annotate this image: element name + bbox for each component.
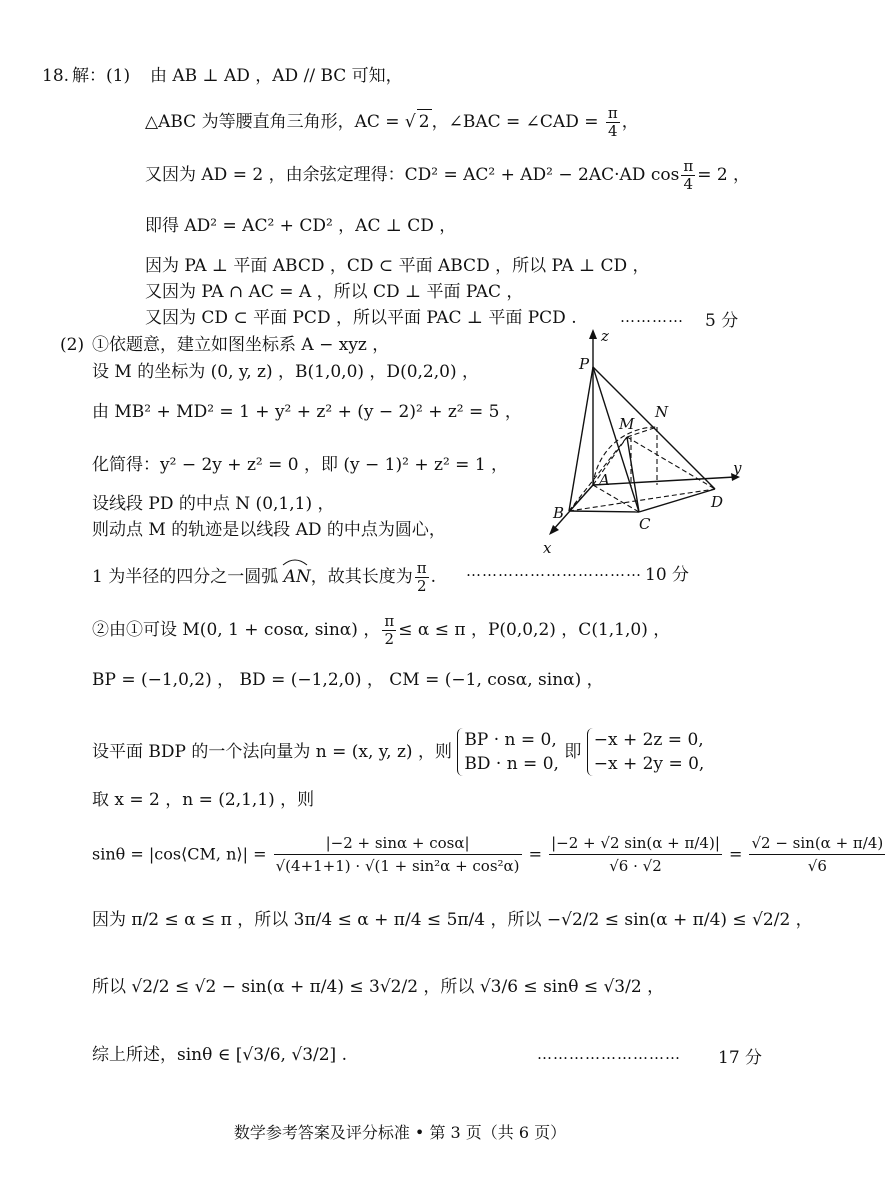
- p1-line3: 又因为 AD = 2 ，由余弦定理得：CD² = AC² + AD² − 2AC·AD cos $\frac{\pi}{4}$ = 2 ，: [145, 157, 751, 193]
- label-B: B: [553, 504, 565, 522]
- edge-PC: [593, 367, 639, 512]
- p1-line4: 即得 AD² = AC² + CD² ，AC ⊥ CD ，: [145, 216, 457, 236]
- edge-CD: [639, 489, 715, 512]
- label-N: N: [655, 403, 669, 421]
- p2-q2-line1: ②由①可设 M(0, 1 + cosα, sinα) ， $\frac{\pi}{2}$ ≤ α ≤ π ，P(0,0,2) ，C(1,1,0) ，: [92, 612, 671, 648]
- label-D: D: [711, 493, 724, 511]
- p1-line7: 又因为 CD ⊂ 平面 PCD ，所以平面 PAC ⊥ 平面 PCD .: [145, 308, 577, 328]
- label-y: y: [733, 459, 742, 477]
- label-P: P: [579, 355, 590, 373]
- p2-sin-formula: sinθ = |cos⟨CM, n⟩| = $\frac{|-2 + \sin\alpha + \cos\alpha|}{\text{√(4+1+1) · √(1 + sin²α + cos²α)}}$ = $\frac{|-2 + √2 \sin(\alpha + \pi/4)|}{√6 \cdot √2}$ = $\frac{√2 - \sin(\alpha + \pi/4)}{√6}$: [92, 834, 884, 875]
- label-M: M: [619, 415, 635, 433]
- solve-label: 解：(1): [72, 66, 131, 86]
- p2-q1-line4: 化简得：y² − 2y + z² = 0 ，即 (y − 1)² + z² = 1 ，: [92, 455, 509, 475]
- page-footer: 数学参考答案及评分标准 • 第 3 页（共 6 页）: [233, 1123, 567, 1142]
- p2-label: (2): [60, 335, 85, 355]
- p2-q2-line4: 取 x = 2 ，n = (2,1,1) ，则: [92, 790, 315, 810]
- label-A: A: [599, 471, 610, 489]
- p1-line1: 由 AB ⊥ AD ，AD // BC 可知，: [150, 66, 403, 86]
- p2-q2-line3: 设平面 BDP 的一个法向量为 n = (x, y, z) ，则 BP · n = 0, BD · n = 0, 即 −x + 2z = 0, −x + 2y = 0,: [92, 730, 705, 774]
- p2-q1-line6: 则动点 M 的轨迹是以线段 AD 的中点为圆心，: [92, 520, 446, 540]
- score-17: 17 分: [718, 1048, 763, 1068]
- score-10: 10 分: [645, 565, 690, 585]
- p2-q2-line7: 所以 √2/2 ≤ √2 − sin(α + π/4) ≤ 3√2/2 ，所以 √3/6 ≤ sinθ ≤ √3/2 ，: [92, 977, 665, 997]
- edge-BC: [569, 511, 639, 512]
- p1-line2: △ABC 为等腰直角三角形，AC = √ 2 ，∠BAC = ∠CAD = $\frac{\pi}{4}$ ，: [145, 104, 639, 140]
- p2-q2-line2: BP = (−1,0,2) ， BD = (−1,2,0) ， CM = (−1, cosα, sinα) ，: [92, 670, 604, 690]
- p2-q2-line8: 综上所述，sinθ ∈ [√3/6, √3/2] .: [92, 1045, 347, 1065]
- problem-number: 18.: [42, 66, 70, 86]
- geometry-figure: [535, 325, 770, 560]
- p2-q1-line1: ①依题意，建立如图坐标系 A − xyz ，: [92, 335, 390, 355]
- p1-line6: 又因为 PA ∩ AC = A ，所以 CD ⊥ 平面 PAC ，: [145, 282, 524, 302]
- score-5: 5 分: [705, 311, 739, 331]
- p2-q1-line3: 由 MB² + MD² = 1 + y² + z² + (y − 2)² + z² = 5 ，: [92, 402, 522, 422]
- y-axis: [593, 477, 735, 485]
- label-z: z: [601, 327, 609, 345]
- label-C: C: [639, 515, 651, 533]
- edge-BD: [569, 489, 715, 511]
- p2-q1-line5: 设线段 PD 的中点 N (0,1,1) ，: [92, 494, 335, 514]
- p2-q1-line2: 设 M 的坐标为 (0, y, z) ，B(1,0,0) ，D(0,2,0) ，: [92, 362, 479, 382]
- label-x: x: [543, 539, 552, 557]
- p1-line5: 因为 PA ⊥ 平面 ABCD ，CD ⊂ 平面 ABCD ，所以 PA ⊥ CD ，: [145, 256, 650, 276]
- p2-q2-line6: 因为 π/2 ≤ α ≤ π ，所以 3π/4 ≤ α + π/4 ≤ 5π/4 ，所以 −√2/2 ≤ sin(α + π/4) ≤ √2/2 ，: [92, 910, 813, 930]
- p2-q1-line7: 1 为半径的四分之一圆弧 AN，故其长度为 $\frac{\pi}{2}$ .: [92, 559, 437, 595]
